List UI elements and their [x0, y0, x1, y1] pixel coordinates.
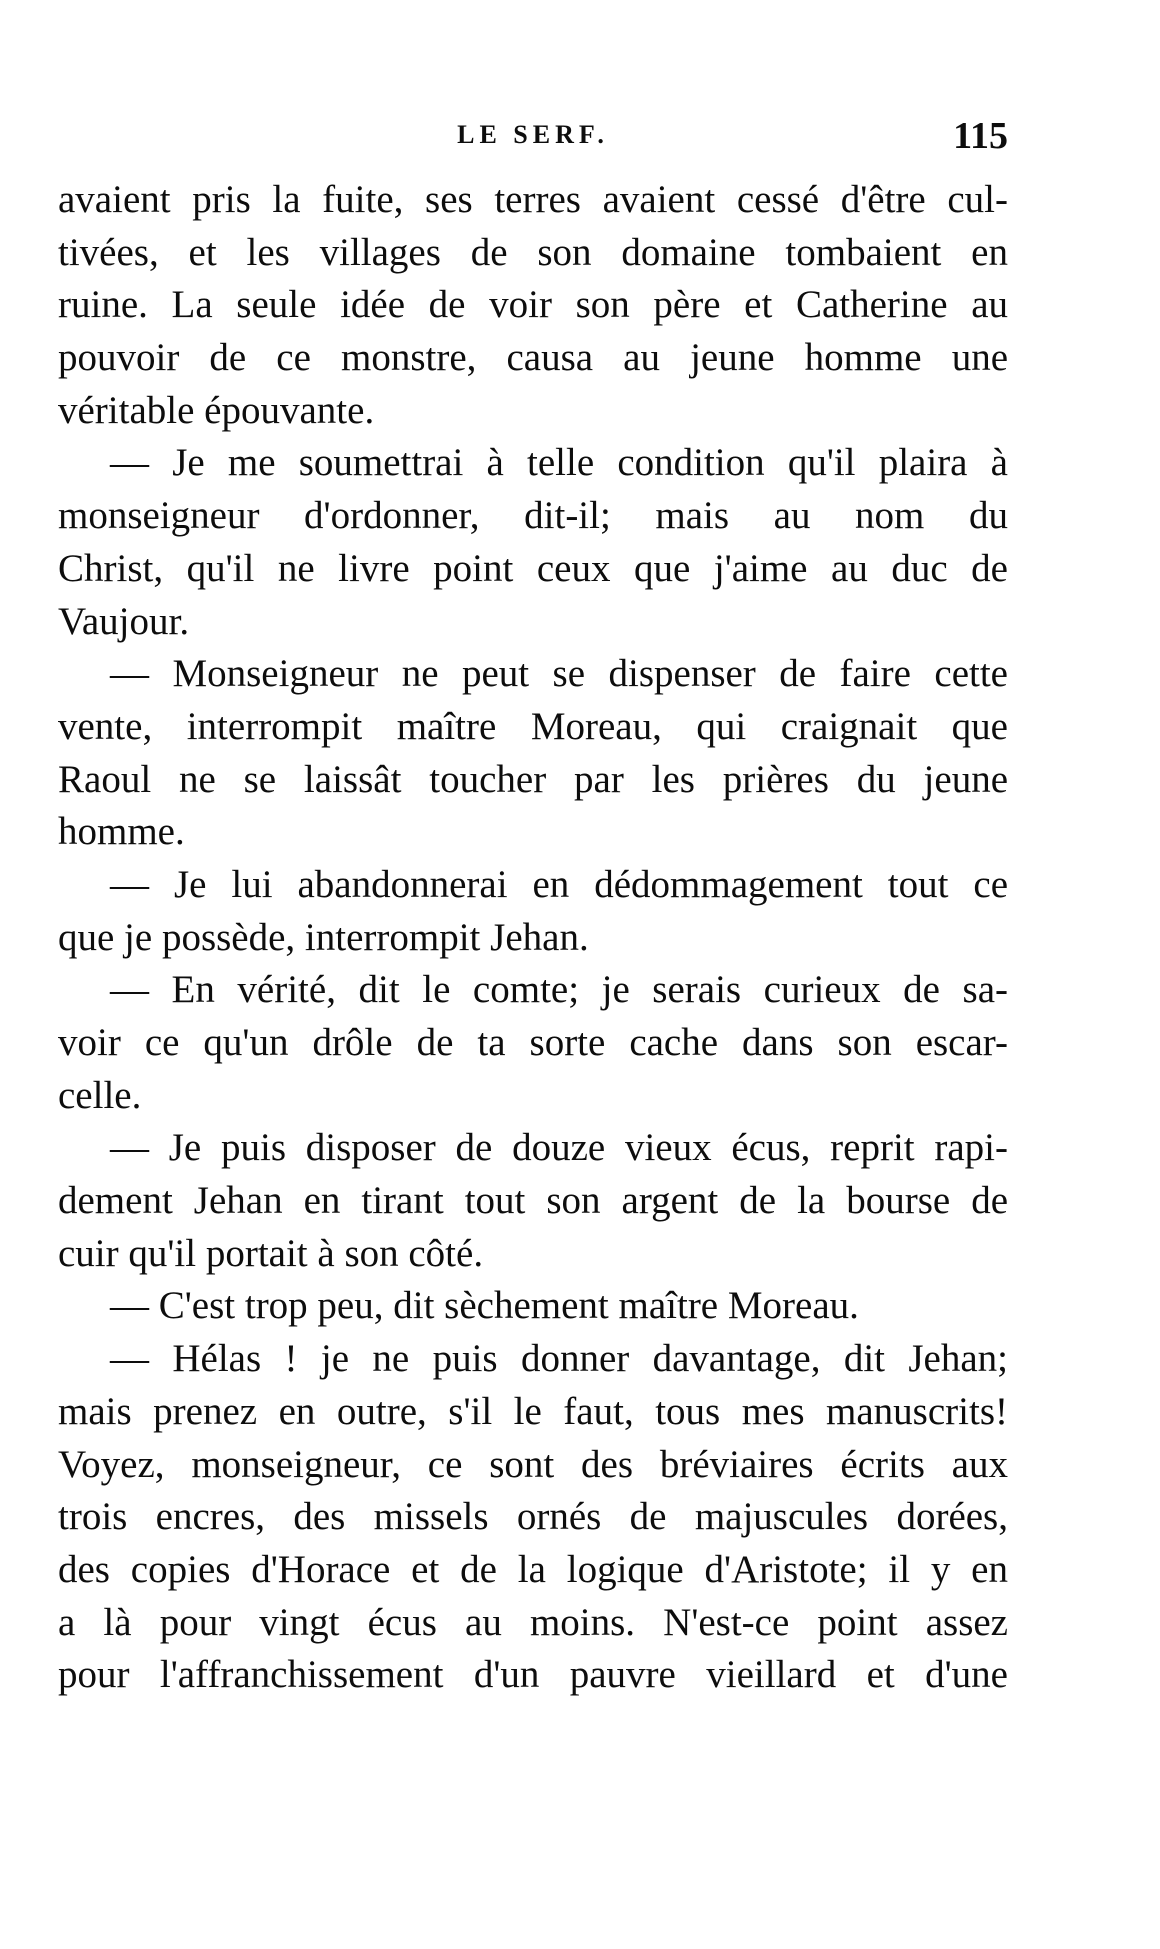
text-line: a là pour vingt écus au moins. N'est-ce point assez: [58, 1600, 1008, 1644]
text-line: pour l'affranchissement d'un pauvre vieillard et d'une: [58, 1653, 1008, 1697]
text-line: Raoul ne se laissât toucher par les prières du jeune: [58, 757, 1008, 801]
text-line: pouvoir de ce monstre, causa au jeune homme une: [58, 336, 1008, 380]
text-line: véritable épouvante.: [58, 388, 375, 432]
text-line: trois encres, des missels ornés de majuscules dorées,: [58, 1495, 1008, 1539]
text-line: — En vérité, dit le comte; je serais curieux de sa-: [110, 968, 1008, 1012]
text-line: monseigneur d'ordonner, dit-il; mais au nom du: [58, 494, 1008, 538]
page-number: 115: [953, 115, 1008, 157]
text-line: vente, interrompit maître Moreau, qui craignait que: [58, 704, 1008, 748]
text-line: avaient pris la fuite, ses terres avaient cessé d'être cul-: [58, 178, 1008, 221]
body-text: [58, 174, 1008, 1702]
text-line: — Je puis disposer de douze vieux écus, reprit rapi-: [110, 1126, 1008, 1170]
text-line: Voyez, monseigneur, ce sont des bréviaires écrits aux: [58, 1442, 1008, 1486]
text-line: ruine. La seule idée de voir son père et Catherine au: [58, 283, 1008, 327]
running-head: [58, 115, 1008, 170]
text-line: dement Jehan en tirant tout son argent de la bourse de: [58, 1179, 1008, 1223]
text-line: — Je me soumettrai à telle condition qu'il plaira à: [110, 441, 1008, 485]
text-line: — C'est trop peu, dit sèchement maître Moreau.: [110, 1284, 859, 1328]
text-line: mais prenez en outre, s'il le faut, tous mes manuscrits!: [58, 1389, 1008, 1433]
text-line: — Monseigneur ne peut se dispenser de faire cette: [110, 652, 1008, 696]
text-line: celle.: [58, 1073, 142, 1117]
text-line: homme.: [58, 810, 185, 854]
text-line: tivées, et les villages de son domaine tombaient en: [58, 230, 1008, 274]
text-line: Christ, qu'il ne livre point ceux que j'aime au duc de: [58, 546, 1008, 590]
text-line: des copies d'Horace et de la logique d'Aristote; il y en: [58, 1547, 1008, 1591]
text-line: voir ce qu'un drôle de ta sorte cache dans son escar-: [58, 1021, 1008, 1064]
text-line: que je possède, interrompit Jehan.: [58, 915, 589, 959]
text-line: cuir qu'il portait à son côté.: [58, 1231, 484, 1275]
text-line: Vaujour.: [58, 599, 190, 643]
text-line: — Hélas ! je ne puis donner davantage, dit Jehan;: [110, 1337, 1008, 1381]
text-line: — Je lui abandonnerai en dédommagement tout ce: [110, 862, 1008, 906]
running-head-title: LE SERF.: [457, 120, 609, 149]
